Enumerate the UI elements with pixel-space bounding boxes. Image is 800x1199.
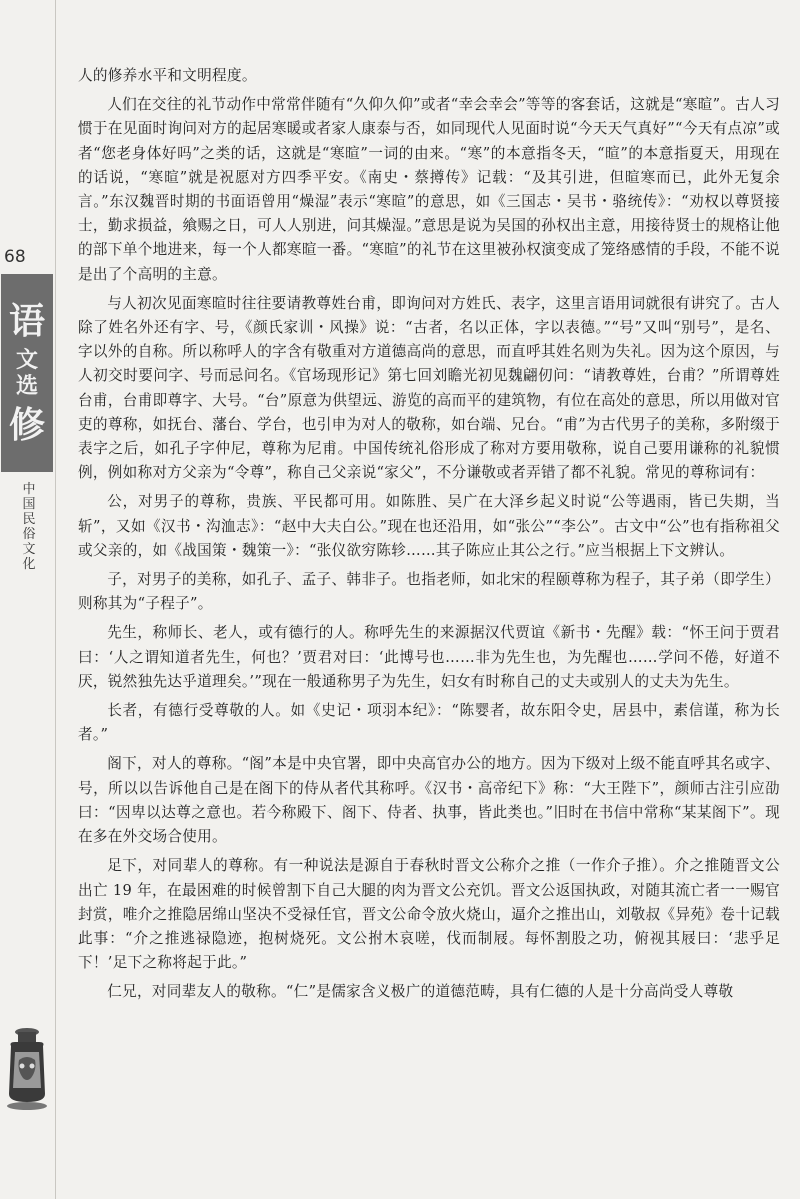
section-title: 中国民俗文化 [22, 482, 36, 572]
series-title-char: 语 [8, 300, 45, 342]
paragraph: 与人初次见面寒暄时往往要请教尊姓台甫，即询问对方姓氏、表字，这里言语用词就很有讲究了。古人除了姓名外还有字、号，《颜氏家训・风操》说：“古者，名以正体，字以表德。”“号”又叫“别号”，是名、字以外的自称。所以称呼人的字含有敬重对方道德高尚的意思，而直呼其姓名则为失礼。因为这个原因，与人初交时要问字、号而忌问名。《官场现形记》第七回刘瞻光初见魏翩仞问：“请教尊姓，台甫？”所谓尊姓台甫，台甫即尊字、大号。“台”原意为供望远、游览的高而平的建筑物，有位在高处的意思，所以用做对官吏的尊称，如抚台、藩台、学台，也引申为对人的敬称，如台端、兄台。“甫”为古代男子的美称，多附缀于表字之后，如孔子字仲尼，尊称为尼甫。中国传统礼俗形成了称对方要用敬称，说自己要用谦称的礼貌惯例，例如称对方父亲为“令尊”，称自己父亲说“家父”，不分谦敬或者弄错了都不礼貌。常见的尊称词有： [78, 294, 780, 482]
series-title-tab [1, 274, 53, 472]
paragraph: 人的修养水平和文明程度。 [78, 67, 257, 84]
paragraph: 人们在交往的礼节动作中常常伴随有“久仰久仰”或者“幸会幸会”等等的客套话，这就是“寒暄”。古人习惯于在见面时询问对方的起居寒暖或者家人康泰与否，如同现代人见面时说“今天天气真好”“今天有点凉”或者“您老身体好吗”之类的话，这就是“寒暄”一词的由来。“寒”的本意指冬天，“暄”的本意指夏天，用现在的话说，“寒暄”就是祝愿对方四季平安。《南史・蔡撙传》记载：“及其引进，但暄寒而已，此外无复余言。”东汉魏晋时期的书面语曾用“燥湿”表示“寒暄”的意思，如《三国志・吴书・骆统传》：“劝权以尊贤接士，勤求损益，飨赐之日，可人人别进，问其燥湿。”意思是说为吴国的孙权出主意，用接待贤士的规格让他的部下单个地进来，每一个人都寒暄一番。“寒暄”的礼节在这里被孙权演变成了笼络感情的手段，不能不说是出了个高明的主意。 [78, 96, 780, 283]
paragraph: 子，对男子的美称，如孔子、孟子、韩非子。也指老师，如北宋的程颐尊称为程子，其子弟（即学生）则称其为“子程子”。 [78, 571, 780, 613]
paragraph: 阁下，对人的尊称。“阁”本是中央官署，即中央高官办公的地方。因为下级对上级不能直呼其名或字、号，所以以告诉他自己是在阁下的侍从者代其称呼。《汉书・高帝纪下》称：“大王陛下”，颜师古注引应劭曰：“因卑以达尊之意也。若今称殿下、阁下、侍者、执事，皆此类也。”旧时在书信中常称“某某阁下”。现在多在外交场合使用。 [78, 755, 780, 846]
series-title-char: 文 [15, 347, 38, 373]
margin-rule [55, 0, 56, 1199]
tea-caddy-vase-icon [3, 1022, 51, 1112]
page-number: 68 [4, 247, 26, 267]
paragraph: 仁兄，对同辈友人的敬称。“仁”是儒家含义极广的道德范畴，具有仁德的人是十分高尚受人尊敬 [107, 983, 734, 1001]
series-title-char: 选 [15, 373, 38, 399]
paragraph: 公，对男子的尊称，贵族、平民都可用。如陈胜、吴广在大泽乡起义时说“公等遇雨，皆已失期，当斩”，又如《汉书・沟洫志》：“赵中大夫白公。”现在也还沿用，如“张公”“李公”。古文中“公”也有指称祖父或父亲的，如《战国策・魏策一》：“张仪欲穷陈轸……其子陈应止其公之行。”应当根据上下文辨认。 [78, 493, 780, 559]
paragraph: 先生，称师长、老人，或有德行的人。称呼先生的来源据汉代贾谊《新书・先醒》载：“怀王问于贾君曰：‘人之谓知道者先生，何也？’贾君对曰：‘此博号也……非为先生也，为先醒也……学问不倦，好道不厌，锐然独先达乎道理矣。’”现在一般通称男子为先生，妇女有时称自己的丈夫或别人的丈夫为先生。 [78, 624, 780, 690]
series-title-char: 修 [8, 404, 45, 446]
paragraph: 足下，对同辈人的尊称。有一种说法是源自于春秋时晋文公称介之推（一作介子推）。介之推随晋文公出亡 19 年，在最困难的时候曾割下自己大腿的肉为晋文公充饥。晋文公返国执政，对随其流亡者一一赐官封赏，唯介之推隐居绵山坚决不受禄任官，晋文公命令放火烧山，逼介之推出山，刘敬叔《异苑》卷十记载此事：“介之推逃禄隐迹，抱树烧死。文公拊木哀嗟，伐而制屐。每怀割股之功，俯视其屐曰：‘悲乎足下！’足下之称将起于此。” [78, 857, 780, 972]
body-text [78, 64, 780, 1010]
paragraph: 长者，有德行受尊敬的人。如《史记・项羽本纪》：“陈婴者，故东阳令史，居县中，素信谨，称为长者。” [78, 702, 780, 744]
